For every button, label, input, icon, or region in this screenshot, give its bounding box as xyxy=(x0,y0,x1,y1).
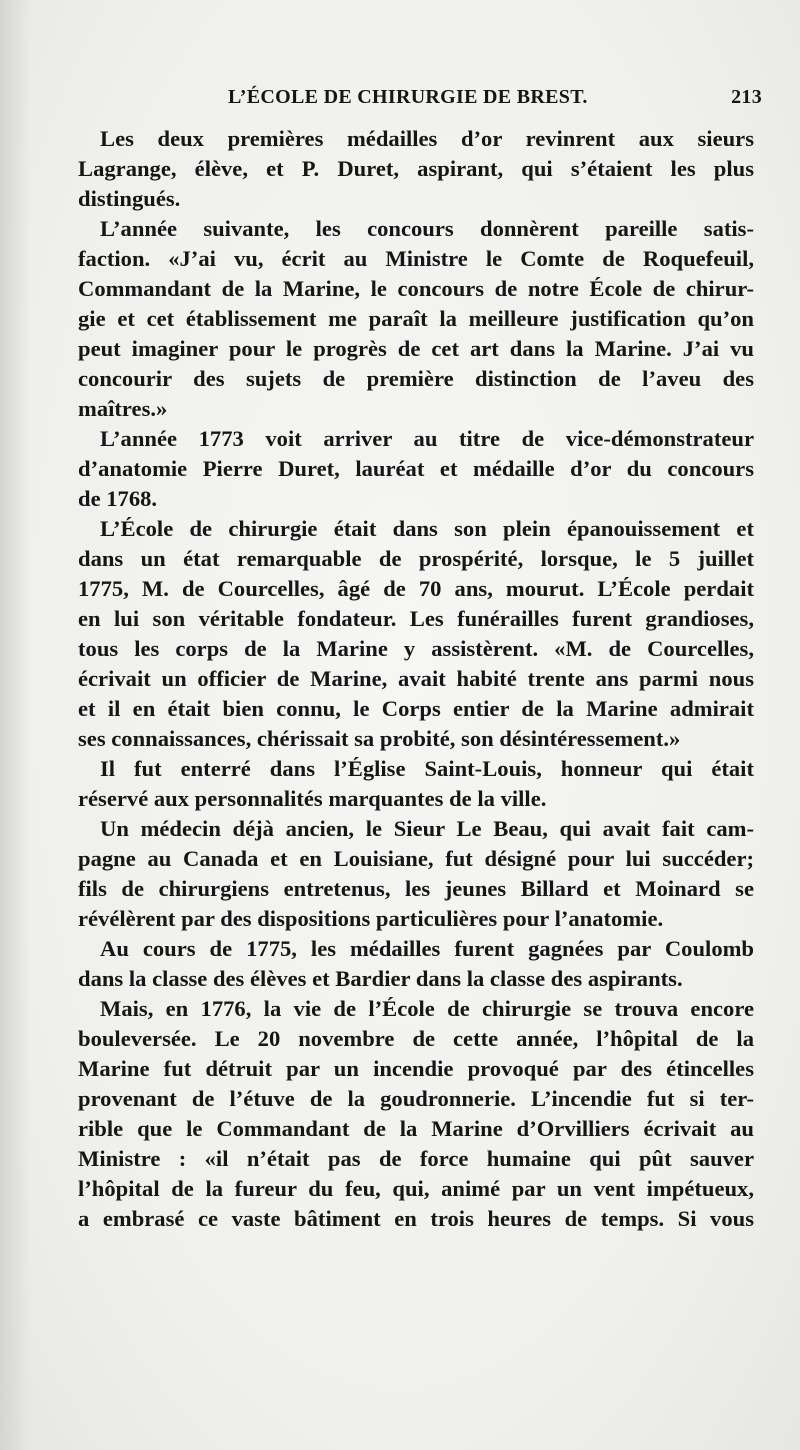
running-title: L’ÉCOLE DE CHIRURGIE DE BREST. xyxy=(228,86,588,108)
gutter-shadow xyxy=(0,0,30,1450)
text-line: Commandant de la Marine, le concours de notre École de chirur- xyxy=(78,276,754,301)
text-line: dans la classe des élèves et Bardier dans la classe des aspirants. xyxy=(78,966,683,991)
body-text xyxy=(78,124,754,1234)
text-line: rible que le Commandant de la Marine d’Orvilliers écrivait au xyxy=(78,1116,754,1141)
text-line: bouleversée. Le 20 novembre de cette année, l’hôpital de la xyxy=(78,1026,754,1051)
text-line: et il en était bien connu, le Corps entier de la Marine admirait xyxy=(78,696,754,721)
text-line: Marine fut détruit par un incendie provoqué par des étincelles xyxy=(78,1056,754,1081)
text-line: écrivait un officier de Marine, avait habité trente ans parmi nous xyxy=(78,666,754,691)
text-line: peut imaginer pour le progrès de cet art dans la Marine. J’ai vu xyxy=(78,336,754,361)
text-line: provenant de l’étuve de la goudronnerie. L’incendie fut si ter- xyxy=(78,1086,754,1111)
text-line: Ministre : «il n’était pas de force humaine qui pût sauver xyxy=(78,1146,754,1171)
text-line: de 1768. xyxy=(78,486,158,511)
text-line: Il fut enterré dans l’Église Saint-Louis, honneur qui était xyxy=(100,756,754,781)
text-line: réservé aux personnalités marquantes de la ville. xyxy=(78,786,547,811)
text-line: fils de chirurgiens entretenus, les jeunes Billard et Moinard se xyxy=(78,876,754,901)
text-line: en lui son véritable fondateur. Les funérailles furent grandioses, xyxy=(78,606,754,631)
page-number: 213 xyxy=(731,86,762,108)
text-line: a embrasé ce vaste bâtiment en trois heures de temps. Si vous xyxy=(78,1206,754,1231)
text-line: L’année 1773 voit arriver au titre de vice-démonstrateur xyxy=(100,426,754,451)
text-line: faction. «J’ai vu, écrit au Ministre le Comte de Roquefeuil, xyxy=(78,246,754,271)
text-line: distingués. xyxy=(78,186,181,211)
running-head xyxy=(78,86,768,116)
text-line: concourir des sujets de première distinction de l’aveu des xyxy=(78,366,754,391)
text-line: ses connaissances, chérissait sa probité, son désintéressement.» xyxy=(78,726,681,751)
text-line: Lagrange, élève, et P. Duret, aspirant, qui s’étaient les plus xyxy=(78,156,754,181)
text-line: L’année suivante, les concours donnèrent pareille satis- xyxy=(100,216,754,241)
text-line: 1775, M. de Courcelles, âgé de 70 ans, mourut. L’École perdait xyxy=(78,576,754,601)
text-line: révélèrent par des dispositions particulières pour l’anatomie. xyxy=(78,906,664,931)
text-line: Les deux premières médailles d’or revinrent aux sieurs xyxy=(100,126,754,151)
text-line: Au cours de 1775, les médailles furent gagnées par Coulomb xyxy=(100,936,754,961)
text-line: Mais, en 1776, la vie de l’École de chirurgie se trouva encore xyxy=(100,996,754,1021)
text-line: dans un état remarquable de prospérité, lorsque, le 5 juillet xyxy=(78,546,754,571)
text-line: Un médecin déjà ancien, le Sieur Le Beau, qui avait fait cam- xyxy=(100,816,754,841)
text-line: gie et cet établissement me paraît la meilleure justification qu’on xyxy=(78,306,754,331)
text-line: tous les corps de la Marine y assistèrent. «M. de Courcelles, xyxy=(78,636,754,661)
text-line: pagne au Canada et en Louisiane, fut désigné pour lui succéder; xyxy=(78,846,754,871)
text-line: maîtres.» xyxy=(78,396,168,421)
text-line: L’École de chirurgie était dans son plein épanouissement et xyxy=(100,516,754,541)
text-line: d’anatomie Pierre Duret, lauréat et médaille d’or du concours xyxy=(78,456,754,481)
text-line: l’hôpital de la fureur du feu, qui, animé par un vent impétueux, xyxy=(78,1176,754,1201)
